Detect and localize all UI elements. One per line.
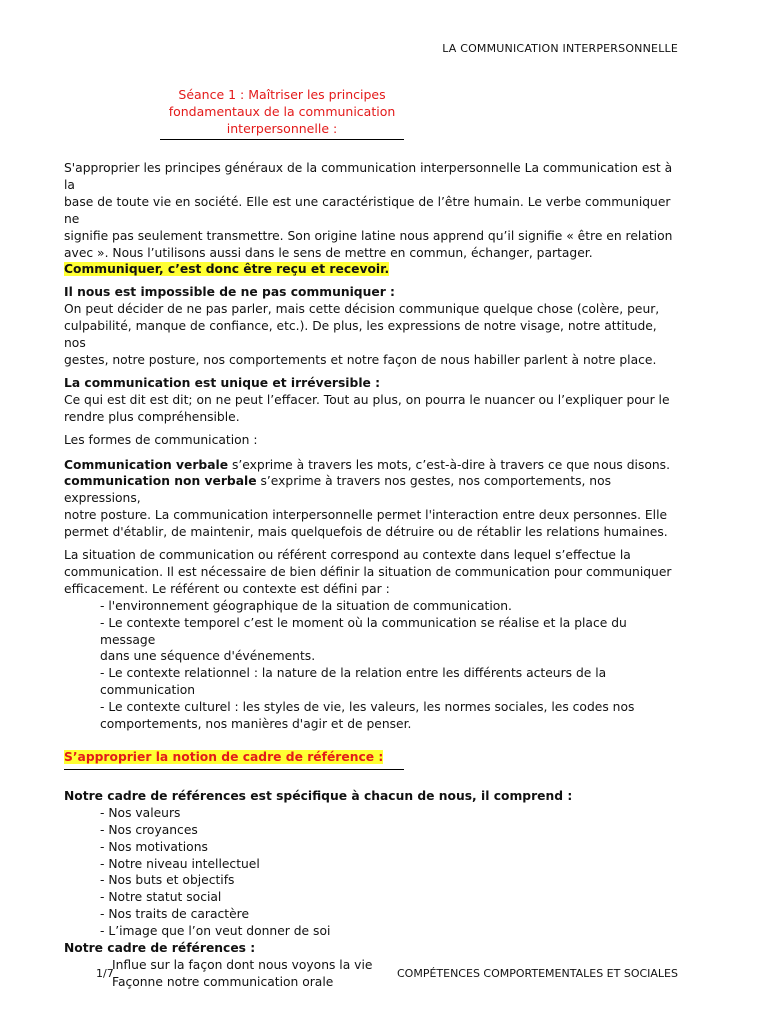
situation-line: efficacement. Le référent ou contexte est défini par :	[64, 581, 390, 596]
list-item: Influe sur la façon dont nous voyons la vie	[112, 957, 373, 972]
list-item: - Nos valeurs	[100, 805, 181, 820]
cadre-list	[64, 805, 682, 940]
list-item: - l'environnement géographique de la situation de communication.	[100, 598, 512, 613]
impossible-line: On peut décider de ne pas parler, mais cette décision communique quelque chose (colère, peur,	[64, 302, 660, 317]
list-item: - Nos croyances	[100, 822, 198, 837]
list-item: - Nos motivations	[100, 839, 208, 854]
impossible-paragraph	[64, 284, 682, 369]
forms-line: permet d'établir, de maintenir, mais quelquefois de détruire ou de rétablir les relations humaines.	[64, 525, 668, 540]
unique-line: rendre plus compréhensible.	[64, 409, 240, 424]
forms-paragraph	[64, 457, 682, 542]
section-2-title: S’approprier la notion de cadre de référence :	[64, 750, 384, 764]
list-item: - L’image que l’on veut donner de soi	[100, 924, 331, 939]
section-1-title-line: Séance 1 : Maîtriser les principes	[178, 87, 386, 102]
situation-line: La situation de communication ou référent correspond au contexte dans lequel s’effectue la	[64, 548, 631, 563]
list-item: comportements, nos manières d'agir et de penser.	[100, 717, 412, 732]
document-body	[64, 160, 682, 991]
context-list	[64, 598, 682, 733]
intro-line: base de toute vie en société. Elle est une caractéristique de l’être humain. Le verbe communiquer ne	[64, 194, 671, 226]
running-footer: COMPÉTENCES COMPORTEMENTALES ET SOCIALES	[397, 967, 678, 980]
unique-line: Ce qui est dit est dit; on ne peut l’effacer. Tout au plus, on pourra le nuancer ou l’expliquer pour le	[64, 392, 670, 407]
forms-line: notre posture. La communication interpersonnelle permet l'interaction entre deux personnes. Elle	[64, 508, 668, 523]
list-item: - Notre niveau intellectuel	[100, 856, 260, 871]
nonverbal-definition: s’exprime à travers nos gestes, nos comportements, nos expressions,	[64, 474, 612, 506]
list-item: - Notre statut social	[100, 890, 222, 905]
cadre-heading: Notre cadre de références est spécifique à chacun de nous, il comprend :	[64, 788, 573, 803]
impossible-heading: Il nous est impossible de ne pas communiquer :	[64, 285, 395, 300]
list-item: - Nos buts et objectifs	[100, 873, 235, 888]
list-item: - Le contexte culturel : les styles de vie, les valeurs, les normes sociales, les codes nos	[100, 700, 635, 715]
impossible-line: culpabilité, manque de confiance, etc.). De plus, les expressions de notre visage, notre attitude, nos	[64, 319, 657, 351]
intro-line: avec ». Nous l’utilisons aussi dans le sens de mettre en commun, échanger, partager.	[64, 245, 593, 260]
verbal-term: Communication verbale	[64, 457, 229, 472]
list-item: dans une séquence d'événements.	[100, 649, 316, 664]
section-1-title	[160, 86, 404, 137]
cadre-heading-2: Notre cadre de références :	[64, 941, 256, 956]
list-item: Façonne notre communication orale	[112, 974, 334, 989]
section-1-title-line: fondamentaux de la communication	[168, 104, 396, 119]
key-statement-highlight: Communiquer, c’est donc être reçu et recevoir.	[64, 262, 390, 277]
running-header: LA COMMUNICATION INTERPERSONNELLE	[442, 42, 678, 55]
verbal-definition: s’exprime à travers les mots, c’est-à-dire à travers ce que nous disons.	[228, 457, 670, 472]
list-item: - Le contexte relationnel : la nature de la relation entre les différents acteurs de la	[100, 666, 607, 681]
list-item: communication	[100, 683, 196, 698]
section-1-title-line: interpersonnelle :	[226, 121, 338, 136]
intro-line: signifie pas seulement transmettre. Son origine latine nous apprend qu’il signifie « être en relation	[64, 228, 673, 243]
impossible-line: gestes, notre posture, nos comportements et notre façon de nous habiller parlent à notre place.	[64, 352, 657, 367]
unique-heading: La communication est unique et irréversible :	[64, 375, 381, 390]
situation-paragraph	[64, 547, 682, 733]
nonverbal-term: communication non verbale	[64, 474, 257, 489]
intro-line: S'approprier les principes généraux de la communication interpersonnelle La communication est à la	[64, 161, 673, 192]
cadre-section	[64, 788, 682, 991]
forms-heading: Les formes de communication :	[64, 432, 258, 447]
list-item: - Nos traits de caractère	[100, 907, 250, 922]
page-number: 1/7	[96, 967, 114, 980]
situation-line: communication. Il est nécessaire de bien définir la situation de communication pour communiquer	[64, 564, 672, 579]
intro-paragraph	[64, 160, 682, 278]
section-1-title-rule	[160, 139, 404, 140]
list-item: - Le contexte temporel c’est le moment où la communication se réalise et la place du message	[100, 615, 627, 647]
unique-paragraph	[64, 375, 682, 426]
